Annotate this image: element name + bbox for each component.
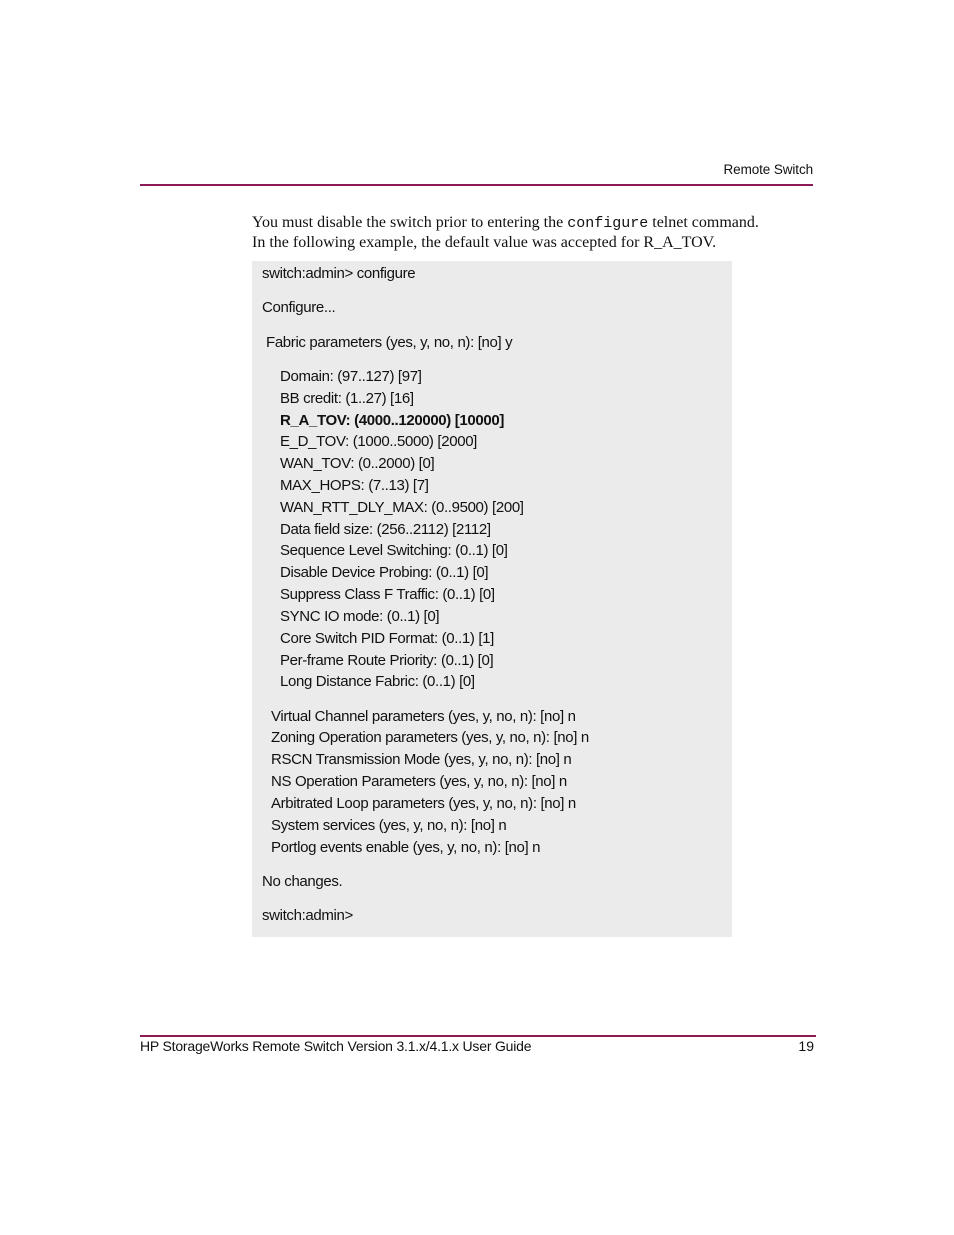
footer-rule — [140, 1035, 816, 1037]
fabric-item: WAN_TOV: (0..2000) [0] — [280, 455, 435, 472]
fabric-item: BB credit: (1..27) [16] — [280, 390, 414, 407]
intro-text-start: You must disable the switch prior to entering the — [252, 214, 568, 231]
intro-text-end: telnet command. — [648, 214, 759, 231]
parameter-line: Portlog events enable (yes, y, no, n): [no] n — [271, 839, 541, 856]
configure-prompt: switch:admin> configure — [262, 265, 416, 282]
final-prompt: switch:admin> — [262, 907, 353, 924]
fabric-item: MAX_HOPS: (7..13) [7] — [280, 477, 429, 494]
fabric-item: Core Switch PID Format: (0..1) [1] — [280, 630, 494, 647]
parameter-line: Virtual Channel parameters (yes, y, no, n): [no] n — [271, 708, 576, 725]
parameter-line: NS Operation Parameters (yes, y, no, n): [no] n — [271, 773, 567, 790]
fabric-parameters-line: Fabric parameters (yes, y, no, n): [no] y — [266, 334, 513, 351]
header-rule — [140, 184, 813, 186]
intro-second-line: In the following example, the default value was accepted for R_A_TOV. — [252, 234, 717, 251]
parameter-line: RSCN Transmission Mode (yes, y, no, n): [no] n — [271, 751, 572, 768]
fabric-item: E_D_TOV: (1000..5000) [2000] — [280, 433, 477, 450]
footer-book-title: HP StorageWorks Remote Switch Version 3.1.x/4.1.x User Guide — [140, 1038, 532, 1054]
fabric-item: Sequence Level Switching: (0..1) [0] — [280, 542, 508, 559]
fabric-item: Long Distance Fabric: (0..1) [0] — [280, 673, 475, 690]
page-number: 19 — [798, 1038, 814, 1054]
parameter-line: Arbitrated Loop parameters (yes, y, no, n): [no] n — [271, 795, 576, 812]
fabric-item: WAN_RTT_DLY_MAX: (0..9500) [200] — [280, 499, 524, 516]
fabric-item-highlighted: R_A_TOV: (4000..120000) [10000] — [280, 412, 505, 429]
configure-command: configure — [567, 215, 649, 232]
fabric-item: Data field size: (256..2112) [2112] — [280, 521, 491, 538]
running-header: Remote Switch — [723, 162, 813, 177]
fabric-item: SYNC IO mode: (0..1) [0] — [280, 608, 440, 625]
parameter-line: System services (yes, y, no, n): [no] n — [271, 817, 507, 834]
parameter-line: Zoning Operation parameters (yes, y, no, n): [no] n — [271, 729, 589, 746]
fabric-item: Disable Device Probing: (0..1) [0] — [280, 564, 489, 581]
intro-paragraph — [252, 213, 812, 252]
fabric-item: Domain: (97..127) [97] — [280, 368, 422, 385]
configure-message: Configure... — [262, 299, 336, 316]
fabric-item: Suppress Class F Traffic: (0..1) [0] — [280, 586, 495, 603]
fabric-item: Per-frame Route Priority: (0..1) [0] — [280, 652, 494, 669]
no-changes-message: No changes. — [262, 873, 343, 890]
terminal-example-box — [252, 261, 732, 937]
